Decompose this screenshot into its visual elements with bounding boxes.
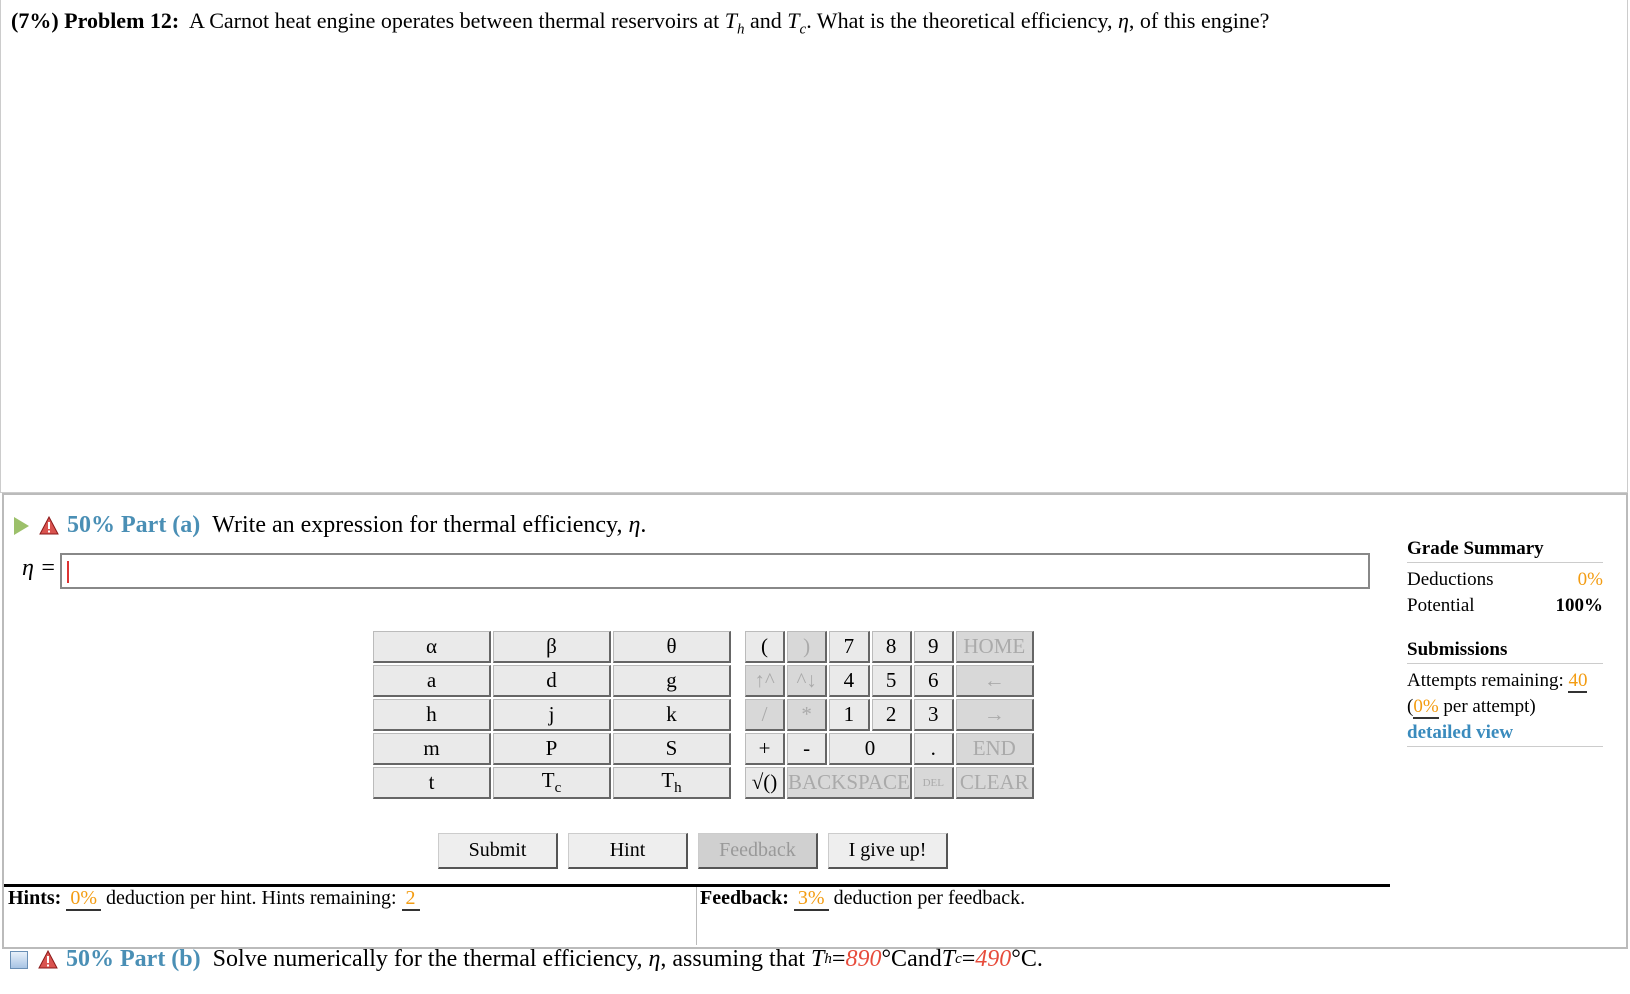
potential-value: 100% bbox=[1555, 595, 1603, 616]
hints-remaining: 2 bbox=[402, 887, 420, 911]
key-8[interactable]: 8 bbox=[872, 631, 912, 663]
deductions-label: Deductions bbox=[1407, 569, 1494, 590]
key-m[interactable]: m bbox=[373, 733, 491, 765]
tc-value: 490 bbox=[975, 946, 1012, 972]
problem-text-after: . What is the theoretical efficiency, bbox=[806, 8, 1113, 33]
part-b-header: 50% Part (b) Solve numerically for the thermal efficiency, η , assuming that T h = 890 °C and T c = 490 °C . bbox=[10, 946, 1043, 973]
key-plus[interactable]: + bbox=[745, 733, 785, 765]
key-6[interactable]: 6 bbox=[914, 665, 954, 697]
problem-statement bbox=[11, 8, 1269, 42]
part-a-period: . bbox=[640, 512, 647, 538]
key-superscript-up[interactable]: ↑^ bbox=[745, 665, 785, 697]
key-h[interactable]: h bbox=[373, 699, 491, 731]
grade-summary-panel bbox=[1407, 538, 1603, 747]
key-del[interactable]: DEL bbox=[914, 767, 954, 799]
key-Th[interactable]: $T_h$ bbox=[613, 767, 731, 799]
key-Tc[interactable]: $T_c$ bbox=[493, 767, 611, 799]
key-5[interactable]: 5 bbox=[872, 665, 912, 697]
key-alpha[interactable]: α bbox=[373, 631, 491, 663]
th-symbol: T bbox=[724, 8, 738, 33]
key-S[interactable]: S bbox=[613, 733, 731, 765]
submit-button[interactable]: Submit bbox=[438, 833, 558, 869]
key-sqrt[interactable]: √() bbox=[745, 767, 785, 799]
part-b-percent: 50% Part (b) bbox=[66, 946, 201, 972]
key-end[interactable]: END bbox=[956, 733, 1034, 765]
symbol-keypad bbox=[371, 629, 1036, 801]
key-minus[interactable]: - bbox=[787, 733, 827, 765]
tc-subscript: c bbox=[799, 21, 807, 38]
key-4[interactable]: 4 bbox=[829, 665, 869, 697]
key-P[interactable]: P bbox=[493, 733, 611, 765]
key-3[interactable]: 3 bbox=[914, 699, 954, 731]
problem-weight: (7%) bbox=[11, 8, 59, 33]
key-theta[interactable]: θ bbox=[613, 631, 731, 663]
warning-icon bbox=[38, 950, 58, 970]
key-j[interactable]: j bbox=[493, 699, 611, 731]
feedback-info: Feedback: 3% deduction per feedback. bbox=[700, 887, 1026, 909]
submissions-title: Submissions bbox=[1407, 639, 1603, 664]
deductions-value: 0% bbox=[1577, 569, 1603, 590]
part-a-eta: η bbox=[628, 512, 641, 538]
text-caret bbox=[67, 561, 69, 583]
key-close-paren[interactable]: ) bbox=[787, 631, 827, 663]
footer-divider bbox=[696, 887, 697, 945]
deductions-row bbox=[1407, 567, 1603, 593]
problem-text-before: A Carnot heat engine operates between thermal reservoirs at bbox=[189, 8, 720, 33]
key-clear[interactable]: CLEAR bbox=[956, 767, 1034, 799]
key-open-paren[interactable]: ( bbox=[745, 631, 785, 663]
problem-text-end: , of this engine? bbox=[1128, 8, 1270, 33]
part-b-prompt: Solve numerically for the thermal efficiency, bbox=[212, 946, 643, 972]
part-a-percent: 50% Part (a) bbox=[67, 512, 201, 538]
key-1[interactable]: 1 bbox=[829, 699, 869, 731]
per-attempt: (0% per attempt) bbox=[1407, 696, 1536, 717]
key-0[interactable]: 0 bbox=[829, 733, 912, 765]
key-beta[interactable]: β bbox=[493, 631, 611, 663]
warning-icon bbox=[39, 516, 59, 536]
feedback-button[interactable]: Feedback bbox=[698, 833, 818, 869]
key-d[interactable]: d bbox=[493, 665, 611, 697]
th-value: 890 bbox=[845, 946, 882, 972]
problem-label: Problem 12: bbox=[64, 8, 180, 33]
key-9[interactable]: 9 bbox=[914, 631, 954, 663]
key-backspace[interactable]: BACKSPACE bbox=[787, 767, 912, 799]
key-multiply[interactable]: * bbox=[787, 699, 827, 731]
key-superscript-down[interactable]: ^↓ bbox=[787, 665, 827, 697]
attempts-value: 40 bbox=[1568, 670, 1588, 691]
key-2[interactable]: 2 bbox=[872, 699, 912, 731]
expand-play-icon[interactable] bbox=[14, 517, 29, 535]
attempts-remaining: Attempts remaining: 40 bbox=[1407, 670, 1588, 691]
th-subscript: h bbox=[737, 21, 745, 38]
key-left-arrow[interactable]: ← bbox=[956, 665, 1034, 697]
problem-panel bbox=[0, 0, 1628, 493]
key-a[interactable]: a bbox=[373, 665, 491, 697]
potential-row bbox=[1407, 593, 1603, 619]
feedback-deduction: 3% bbox=[794, 887, 829, 911]
tc-symbol: T bbox=[787, 8, 800, 33]
potential-label: Potential bbox=[1407, 595, 1475, 616]
key-7[interactable]: 7 bbox=[829, 631, 869, 663]
grade-summary-title: Grade Summary bbox=[1407, 538, 1603, 563]
key-dot[interactable]: . bbox=[914, 733, 954, 765]
part-a-header bbox=[14, 512, 646, 539]
key-home[interactable]: HOME bbox=[956, 631, 1034, 663]
collapsed-part-icon[interactable] bbox=[10, 951, 28, 969]
hint-deduction: 0% bbox=[66, 887, 101, 911]
hints-info: Hints: 0% deduction per hint. Hints remaining: 2 bbox=[8, 887, 420, 910]
problem-and: and bbox=[750, 8, 782, 33]
key-k[interactable]: k bbox=[613, 699, 731, 731]
part-a-prompt: Write an expression for thermal efficiency, bbox=[212, 512, 623, 538]
answer-input[interactable] bbox=[60, 553, 1370, 589]
key-right-arrow[interactable]: → bbox=[956, 699, 1034, 731]
give-up-button[interactable]: I give up! bbox=[828, 833, 948, 869]
key-g[interactable]: g bbox=[613, 665, 731, 697]
key-t[interactable]: t bbox=[373, 767, 491, 799]
detailed-view-link[interactable]: detailed view bbox=[1407, 722, 1514, 743]
key-divide[interactable]: / bbox=[745, 699, 785, 731]
hint-button[interactable]: Hint bbox=[568, 833, 688, 869]
answer-label: η = bbox=[22, 555, 57, 581]
eta-symbol: η bbox=[1117, 8, 1129, 33]
